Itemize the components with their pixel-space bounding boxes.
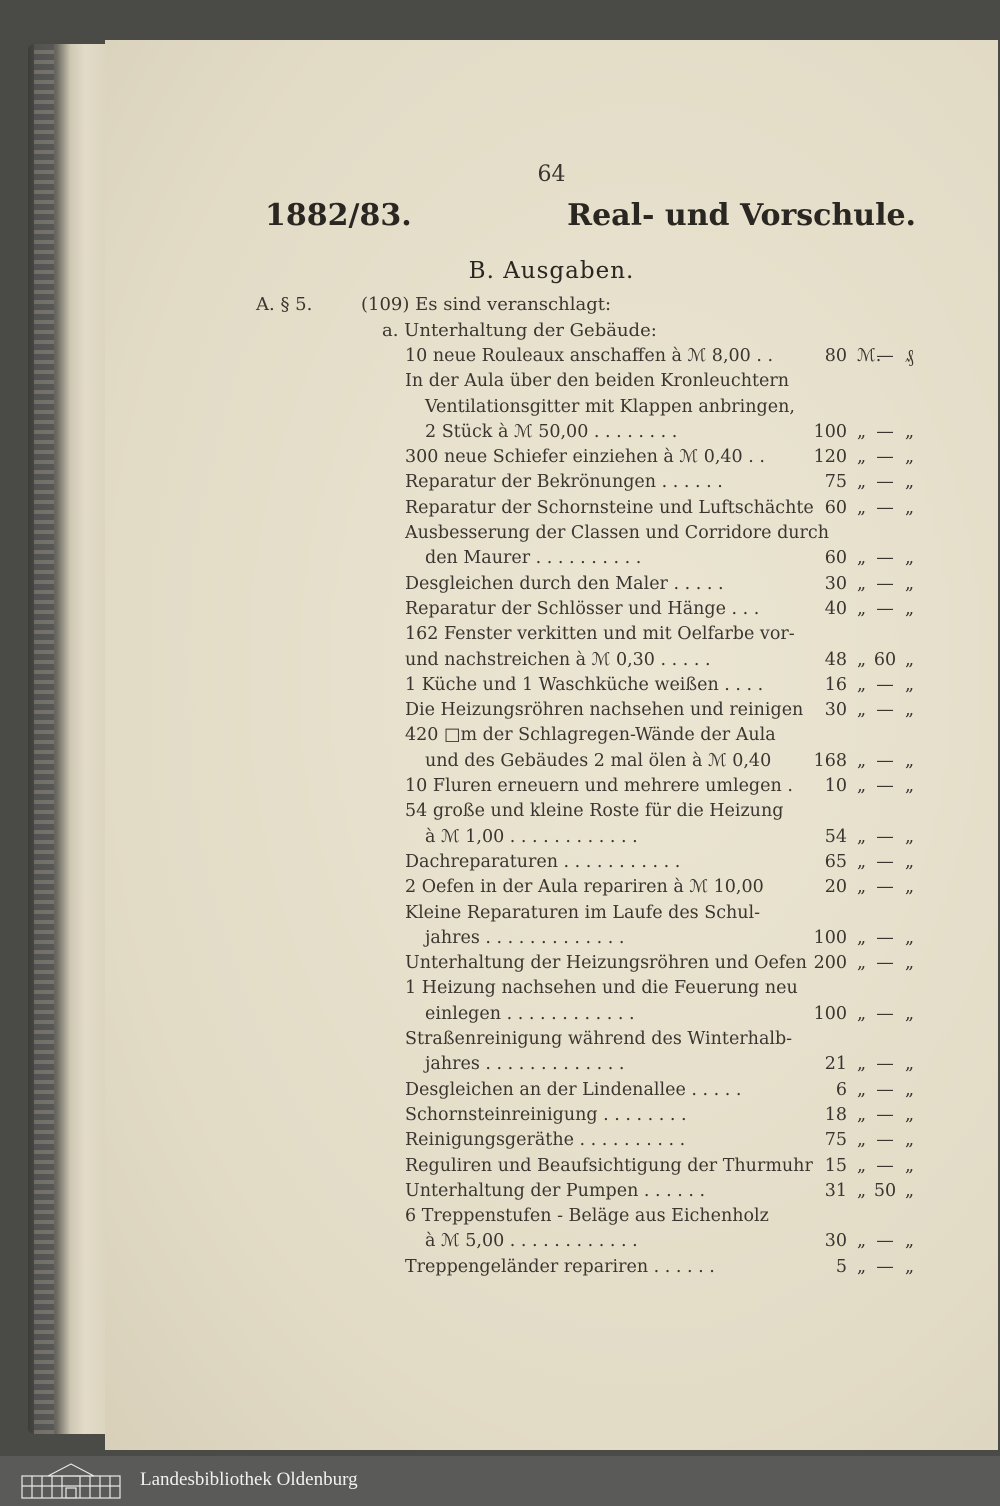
expense-text: à ℳ 5,00 . . . . . . . . . . . . [425, 1231, 638, 1252]
expense-amount: 20 [824, 877, 847, 898]
currency-mark: „ [857, 776, 867, 797]
expense-text: Reparatur der Schornsteine und Luftschächte [405, 497, 814, 518]
expense-amount: 31 [824, 1180, 847, 1201]
currency-mark: „ [857, 1180, 867, 1201]
expense-line [105, 447, 998, 472]
currency-mark: „ [857, 826, 867, 847]
currency-mark: „ [857, 1256, 867, 1277]
expense-amount: 65 [824, 851, 847, 872]
expense-line [105, 675, 998, 700]
expense-text: Desgleichen an der Lindenallee . . . . . [405, 1079, 742, 1100]
currency-mark: „ [905, 649, 915, 670]
intro-line: (109) Es sind veranschlagt: [361, 294, 612, 315]
currency-mark: „ [857, 447, 867, 468]
section-title: B. Ausgaben. [468, 258, 635, 284]
expense-line [105, 725, 998, 750]
expense-line [105, 1257, 998, 1282]
currency-mark: „ [857, 548, 867, 569]
expense-amount: 15 [824, 1155, 847, 1176]
expense-line [105, 523, 998, 548]
expense-text: Unterhaltung der Pumpen . . . . . . [405, 1180, 706, 1201]
expense-line [105, 827, 998, 852]
expense-line [105, 599, 998, 624]
expense-line [105, 751, 998, 776]
expense-line [105, 928, 998, 953]
expense-line [105, 650, 998, 675]
currency-mark: „ [905, 1054, 915, 1075]
expense-line [105, 548, 998, 573]
expense-text: und des Gebäudes 2 mal ölen à ℳ 0,40 [425, 750, 772, 771]
library-name: Landesbibliothek Oldenburg [140, 1469, 358, 1490]
expense-text: Straßenreinigung während des Winterhalb- [405, 1029, 793, 1050]
expense-amount: 30 [824, 573, 847, 594]
currency-mark: „ [857, 497, 867, 518]
expense-line [105, 1029, 998, 1054]
header-school-title: Real- und Vorschule. [567, 198, 916, 233]
expense-line [105, 498, 998, 523]
expense-line [105, 397, 998, 422]
expense-line [105, 801, 998, 826]
expense-pfennig: — [876, 776, 894, 797]
paragraph-reference: A. § 5. [256, 294, 313, 315]
expense-line [105, 852, 998, 877]
currency-mark: „ [905, 851, 915, 872]
expense-line [105, 1206, 998, 1231]
expense-amount: 200 [813, 953, 847, 974]
currency-mark: „ [905, 674, 915, 695]
currency-mark: „ [905, 1155, 915, 1176]
currency-mark: „ [905, 497, 915, 518]
currency-mark: „ [905, 1079, 915, 1100]
currency-mark: „ [857, 472, 867, 493]
currency-mark: „ [857, 598, 867, 619]
expense-line [105, 877, 998, 902]
expense-pfennig: — [876, 674, 894, 695]
library-building-icon [18, 1462, 124, 1500]
expense-text: Dachreparaturen . . . . . . . . . . . [405, 851, 681, 872]
expense-text: 2 Stück à ℳ 50,00 . . . . . . . . [425, 421, 678, 442]
currency-mark: „ [905, 1003, 915, 1024]
expense-pfennig: — [876, 421, 894, 442]
expense-line [105, 700, 998, 725]
expense-pfennig: — [876, 1079, 894, 1100]
expense-text: In der Aula über den beiden Kronleuchtern [405, 371, 790, 392]
expense-pfennig: — [876, 700, 894, 721]
currency-mark: „ [905, 1231, 915, 1252]
expense-text: 2 Oefen in der Aula repariren à ℳ 10,00 [405, 877, 764, 898]
expense-pfennig: — [876, 826, 894, 847]
expense-amount: 60 [824, 548, 847, 569]
currency-mark: „ [905, 776, 915, 797]
expense-line [105, 624, 998, 649]
expense-line [105, 472, 998, 497]
expense-line [105, 1054, 998, 1079]
expense-line [105, 1105, 998, 1130]
expense-pfennig: — [876, 851, 894, 872]
currency-mark: „ [857, 1155, 867, 1176]
expense-amount: 30 [824, 700, 847, 721]
expense-text: Reparatur der Bekrönungen . . . . . . [405, 472, 723, 493]
expense-text: den Maurer . . . . . . . . . . [425, 548, 642, 569]
page-number: 64 [537, 162, 566, 187]
expense-pfennig: — [876, 927, 894, 948]
expense-text: 1 Heizung nachsehen und die Feuerung neu [405, 978, 798, 999]
expense-line [105, 1130, 998, 1155]
expense-pfennig: — [876, 1054, 894, 1075]
expense-amount: 75 [824, 1130, 847, 1151]
expense-pfennig: — [876, 1256, 894, 1277]
expense-pfennig: — [876, 598, 894, 619]
expense-line [105, 422, 998, 447]
expense-amount: 100 [813, 421, 847, 442]
header-year: 1882/83. [265, 198, 412, 233]
expense-amount: 48 [824, 649, 847, 670]
currency-mark: „ [857, 1231, 867, 1252]
expense-list [105, 346, 998, 1282]
expense-line [105, 1231, 998, 1256]
currency-mark: „ [857, 700, 867, 721]
currency-mark: „ [905, 1256, 915, 1277]
expense-pfennig: 60 [873, 649, 897, 670]
currency-mark: „ [905, 700, 915, 721]
expense-line [105, 903, 998, 928]
expense-line [105, 978, 998, 1003]
currency-mark: „ [857, 421, 867, 442]
expense-pfennig: — [876, 1104, 894, 1125]
expense-text: Reparatur der Schlösser und Hänge . . . [405, 598, 760, 619]
expense-amount: 21 [824, 1054, 847, 1075]
expense-line [105, 776, 998, 801]
currency-mark: „ [857, 1104, 867, 1125]
expense-pfennig: — [876, 953, 894, 974]
currency-mark: „ [857, 750, 867, 771]
expense-amount: 40 [824, 598, 847, 619]
currency-mark: ₰ [905, 347, 914, 367]
currency-mark: „ [857, 953, 867, 974]
expense-text: 54 große und kleine Roste für die Heizung [405, 801, 784, 822]
expense-text: Reinigungsgeräthe . . . . . . . . . . [405, 1130, 686, 1151]
expense-text: Schornsteinreinigung . . . . . . . . [405, 1104, 687, 1125]
expense-text: 300 neue Schiefer einziehen à ℳ 0,40 . . [405, 447, 765, 468]
currency-mark: „ [857, 1130, 867, 1151]
expense-amount: 100 [813, 927, 847, 948]
expense-pfennig: — [876, 573, 894, 594]
currency-mark: „ [905, 1130, 915, 1151]
expense-pfennig: — [876, 750, 894, 771]
expense-pfennig: — [876, 346, 894, 366]
currency-mark: „ [905, 421, 915, 442]
expense-text: Ventilationsgitter mit Klappen anbringen, [425, 396, 795, 417]
expense-text: Treppengeländer repariren . . . . . . [405, 1256, 715, 1277]
expense-line [105, 574, 998, 599]
currency-mark: „ [905, 447, 915, 468]
expense-pfennig: — [876, 1231, 894, 1252]
currency-mark: „ [857, 927, 867, 948]
currency-mark: „ [857, 1003, 867, 1024]
expense-pfennig: — [876, 497, 894, 518]
expense-amount: 168 [813, 750, 847, 771]
currency-mark: „ [905, 953, 915, 974]
expense-amount: 54 [824, 826, 847, 847]
book-page [105, 40, 998, 1450]
expense-text: einlegen . . . . . . . . . . . . [425, 1003, 635, 1024]
expense-amount: 60 [824, 497, 847, 518]
currency-mark: „ [905, 598, 915, 619]
expense-text: Ausbesserung der Classen und Corridore durch [405, 523, 829, 544]
expense-pfennig: — [876, 1155, 894, 1176]
expense-line [105, 1181, 998, 1206]
expense-amount: 10 [824, 776, 847, 797]
currency-mark: „ [857, 877, 867, 898]
expense-amount: 18 [824, 1104, 847, 1125]
footer-bar [0, 1456, 1000, 1506]
expense-amount: 120 [813, 447, 847, 468]
expense-pfennig: — [876, 1130, 894, 1151]
currency-mark: „ [905, 573, 915, 594]
expense-text: jahres . . . . . . . . . . . . . [425, 1054, 625, 1075]
currency-mark: „ [905, 750, 915, 771]
expense-text: 10 neue Rouleaux anschaffen à ℳ 8,00 . . [405, 346, 774, 366]
expense-text: à ℳ 1,00 . . . . . . . . . . . . [425, 826, 638, 847]
currency-mark: „ [857, 649, 867, 670]
expense-amount: 16 [824, 674, 847, 695]
expense-text: Die Heizungsröhren nachsehen und reinigen [405, 700, 804, 721]
expense-text: Unterhaltung der Heizungsröhren und Oefen [405, 953, 807, 974]
expense-amount: 6 [835, 1079, 847, 1100]
expense-line [105, 1080, 998, 1105]
expense-amount: 100 [813, 1003, 847, 1024]
expense-pfennig: — [876, 447, 894, 468]
expense-text: Reguliren und Beaufsichtigung der Thurmuhr [405, 1155, 813, 1176]
currency-mark: „ [857, 674, 867, 695]
expense-amount: 5 [835, 1256, 847, 1277]
expense-pfennig: — [876, 1003, 894, 1024]
expense-text: jahres . . . . . . . . . . . . . [425, 927, 625, 948]
expense-pfennig: — [876, 877, 894, 898]
expense-line [105, 346, 998, 371]
expense-line [105, 953, 998, 978]
expense-text: und nachstreichen à ℳ 0,30 . . . . . [405, 649, 711, 670]
expense-text: 10 Fluren erneuern und mehrere umlegen . [405, 776, 793, 797]
expense-text: 1 Küche und 1 Waschküche weißen . . . . [405, 674, 764, 695]
expense-amount: 75 [824, 472, 847, 493]
expense-pfennig: 50 [873, 1180, 897, 1201]
currency-mark: „ [905, 472, 915, 493]
currency-mark: „ [905, 1180, 915, 1201]
expense-line [105, 371, 998, 396]
expense-line [105, 1004, 998, 1029]
expense-amount: 30 [824, 1231, 847, 1252]
expense-text: Kleine Reparaturen im Laufe des Schul- [405, 902, 761, 923]
currency-mark: „ [905, 877, 915, 898]
expense-amount: 80 [824, 346, 847, 366]
currency-mark: „ [857, 851, 867, 872]
expense-text: 162 Fenster verkitten und mit Oelfarbe vor- [405, 624, 795, 645]
expense-pfennig: — [876, 472, 894, 493]
expense-text: 6 Treppenstufen - Beläge aus Eichenholz [405, 1206, 769, 1227]
expense-line [105, 1156, 998, 1181]
currency-mark: „ [857, 573, 867, 594]
currency-mark: ℳ. [857, 346, 882, 366]
currency-mark: „ [857, 1079, 867, 1100]
currency-mark: „ [905, 826, 915, 847]
expense-pfennig: — [876, 548, 894, 569]
expense-text: 420 □m der Schlagregen-Wände der Aula [405, 725, 776, 746]
currency-mark: „ [857, 1054, 867, 1075]
currency-mark: „ [905, 927, 915, 948]
subheading: a. Unterhaltung der Gebäude: [382, 320, 657, 341]
currency-mark: „ [905, 1104, 915, 1125]
expense-text: Desgleichen durch den Maler . . . . . [405, 573, 724, 594]
currency-mark: „ [905, 548, 915, 569]
